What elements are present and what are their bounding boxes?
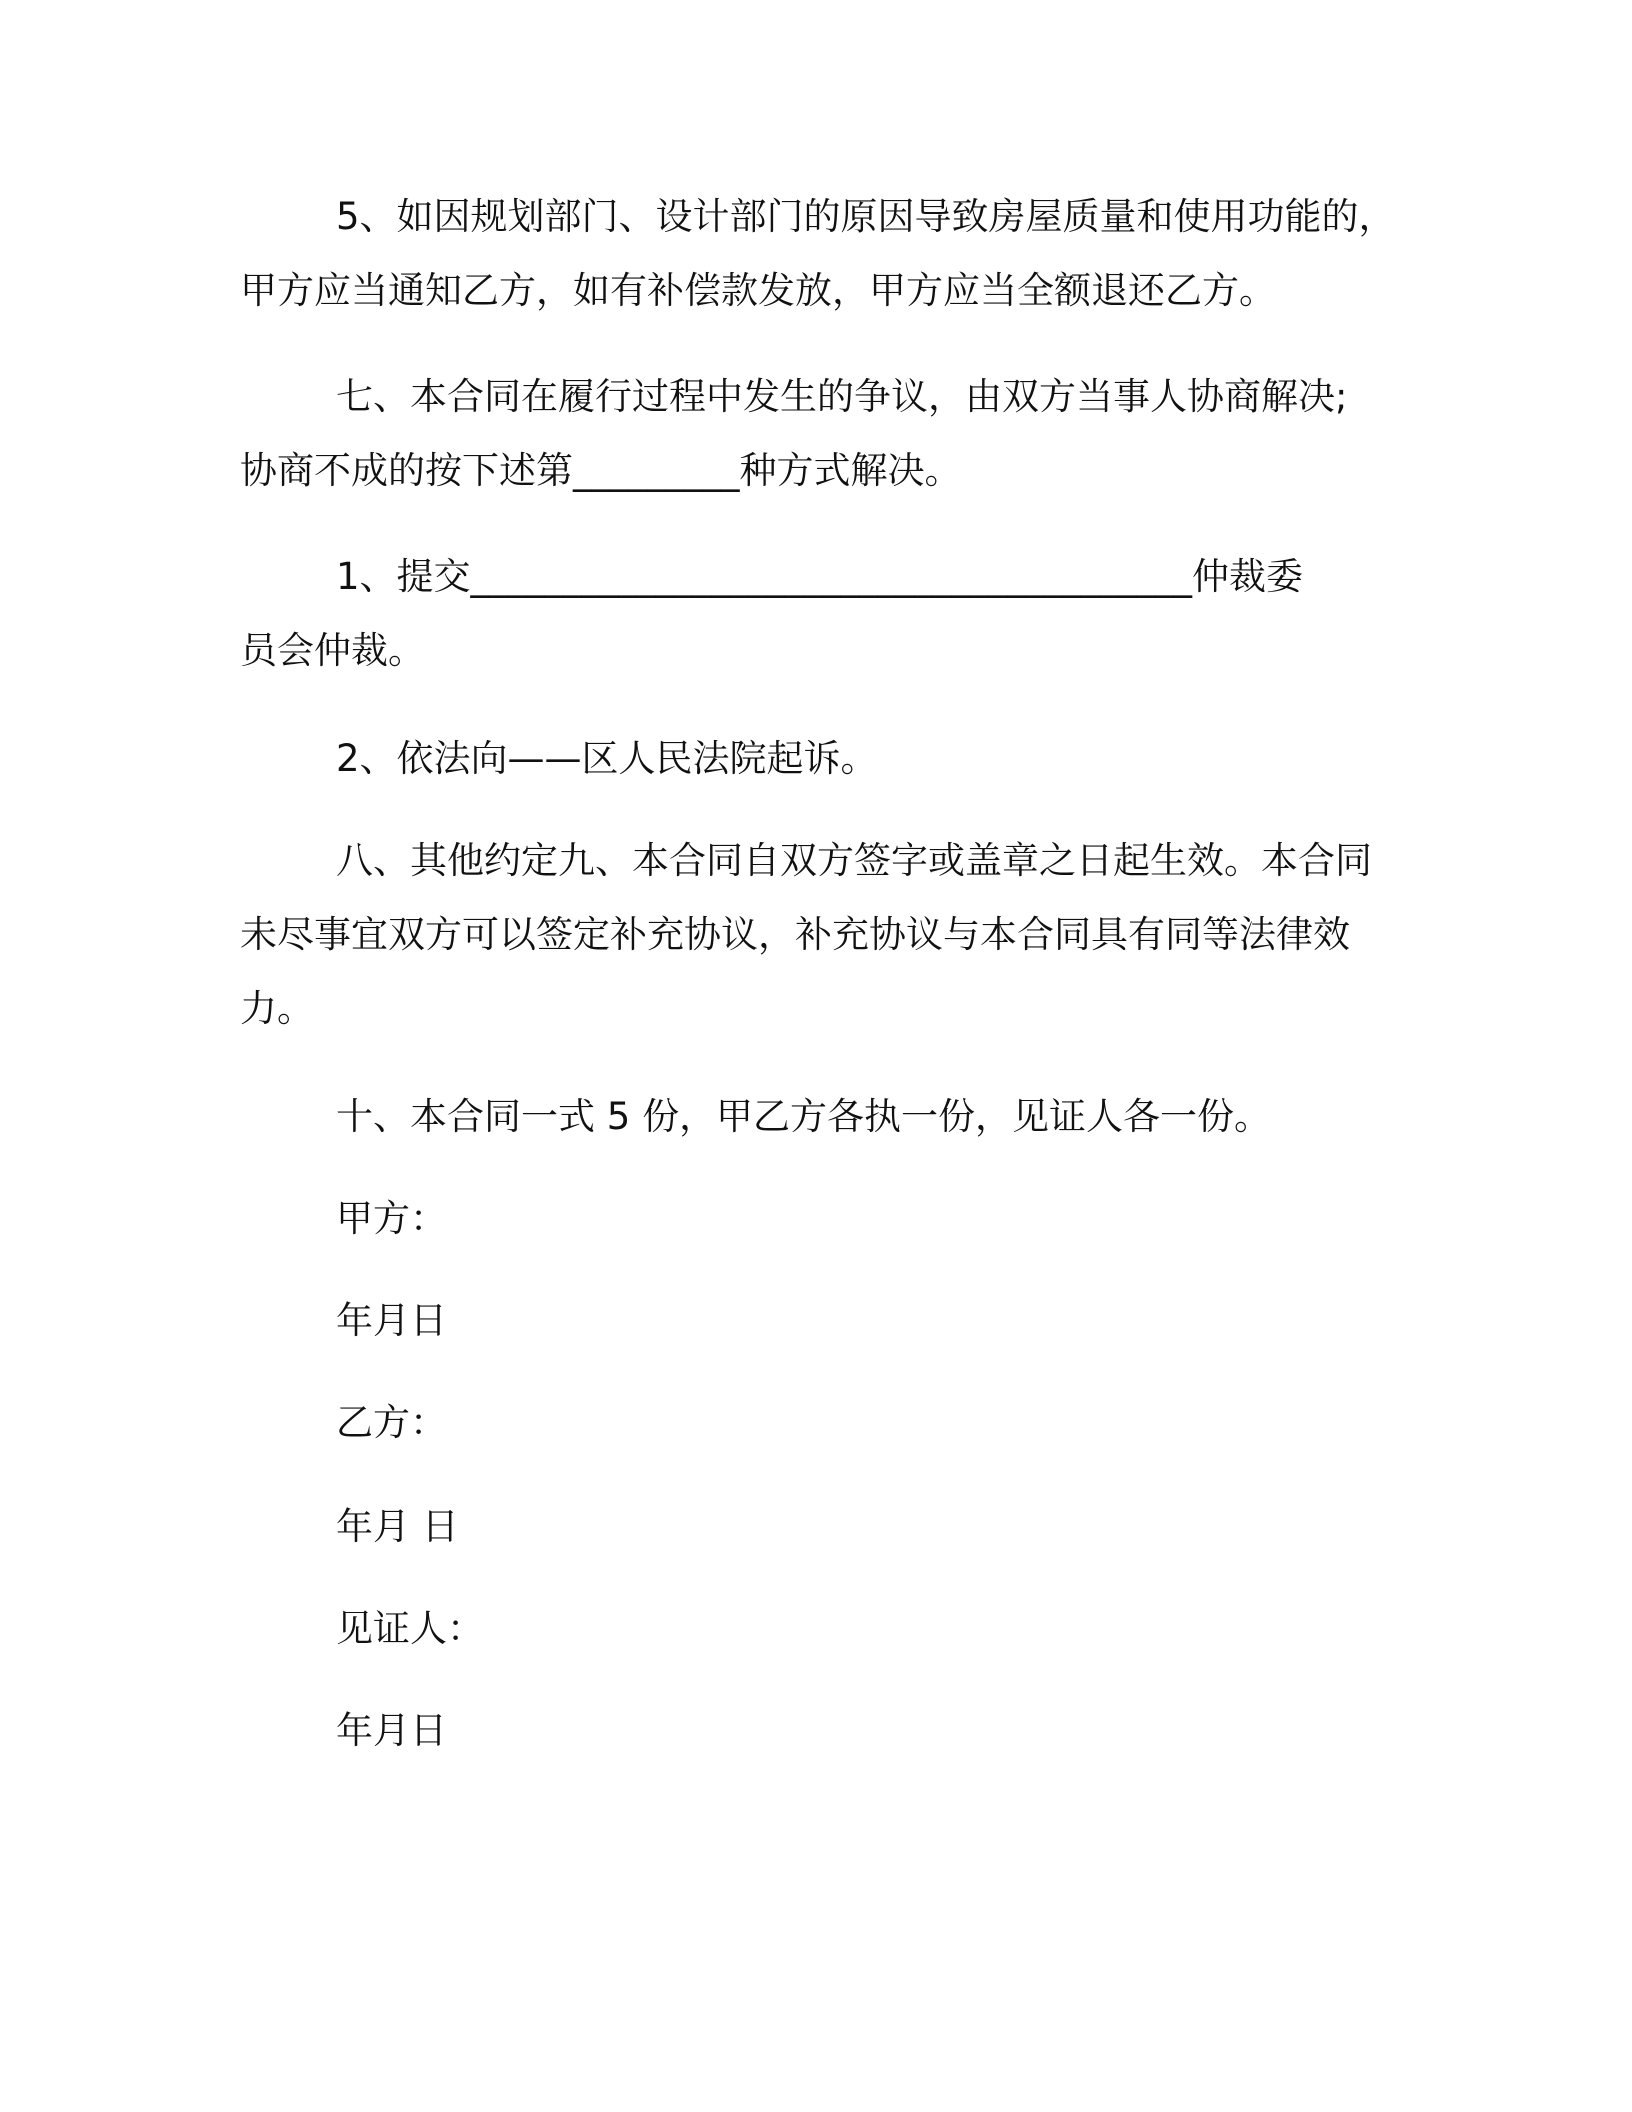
party-a-label: 甲方： <box>336 1197 447 1240</box>
arbitration-option-line-1: 1、提交_______________________________________仲裁委 <box>336 555 1304 598</box>
clause-5-line-1: 5、如因规划部门、设计部门的原因导致房屋质量和使用功能的， <box>336 195 1396 238</box>
party-b-date: 年月 日 <box>336 1505 459 1548</box>
clause-7-paragraph <box>240 360 1390 508</box>
clause-8-9-line-1: 八、其他约定九、本合同自双方签字或盖章之日起生效。本合同 <box>336 839 1372 882</box>
arbitration-option-paragraph <box>240 540 1390 688</box>
clause-8-9-line-2: 未尽事宜双方可以签定补充协议，补充协议与本合同具有同等法律效 <box>240 913 1350 956</box>
party-b-label: 乙方： <box>336 1401 447 1444</box>
clause-8-9-line-3: 力。 <box>240 987 314 1030</box>
clause-10-line-1: 十、本合同一式 5 份，甲乙方各执一份，见证人各一份。 <box>336 1095 1272 1138</box>
clause-7-line-2: 协商不成的按下述第_________种方式解决。 <box>240 449 962 492</box>
clause-5-line-2: 甲方应当通知乙方，如有补偿款发放，甲方应当全额退还乙方。 <box>240 269 1276 312</box>
clause-7-line-1: 七、本合同在履行过程中发生的争议，由双方当事人协商解决; <box>336 375 1348 418</box>
witness-label: 见证人： <box>336 1607 484 1650</box>
witness-date: 年月日 <box>336 1709 447 1752</box>
arbitration-option-line-2: 员会仲裁。 <box>240 629 425 672</box>
clause-10-paragraph <box>240 1080 1390 1154</box>
court-option-line-1: 2、依法向——区人民法院起诉。 <box>336 737 878 780</box>
court-option-paragraph <box>240 722 1390 796</box>
clause-8-9-paragraph <box>240 824 1390 1046</box>
party-a-date: 年月日 <box>336 1299 447 1342</box>
clause-5-paragraph <box>240 180 1396 328</box>
